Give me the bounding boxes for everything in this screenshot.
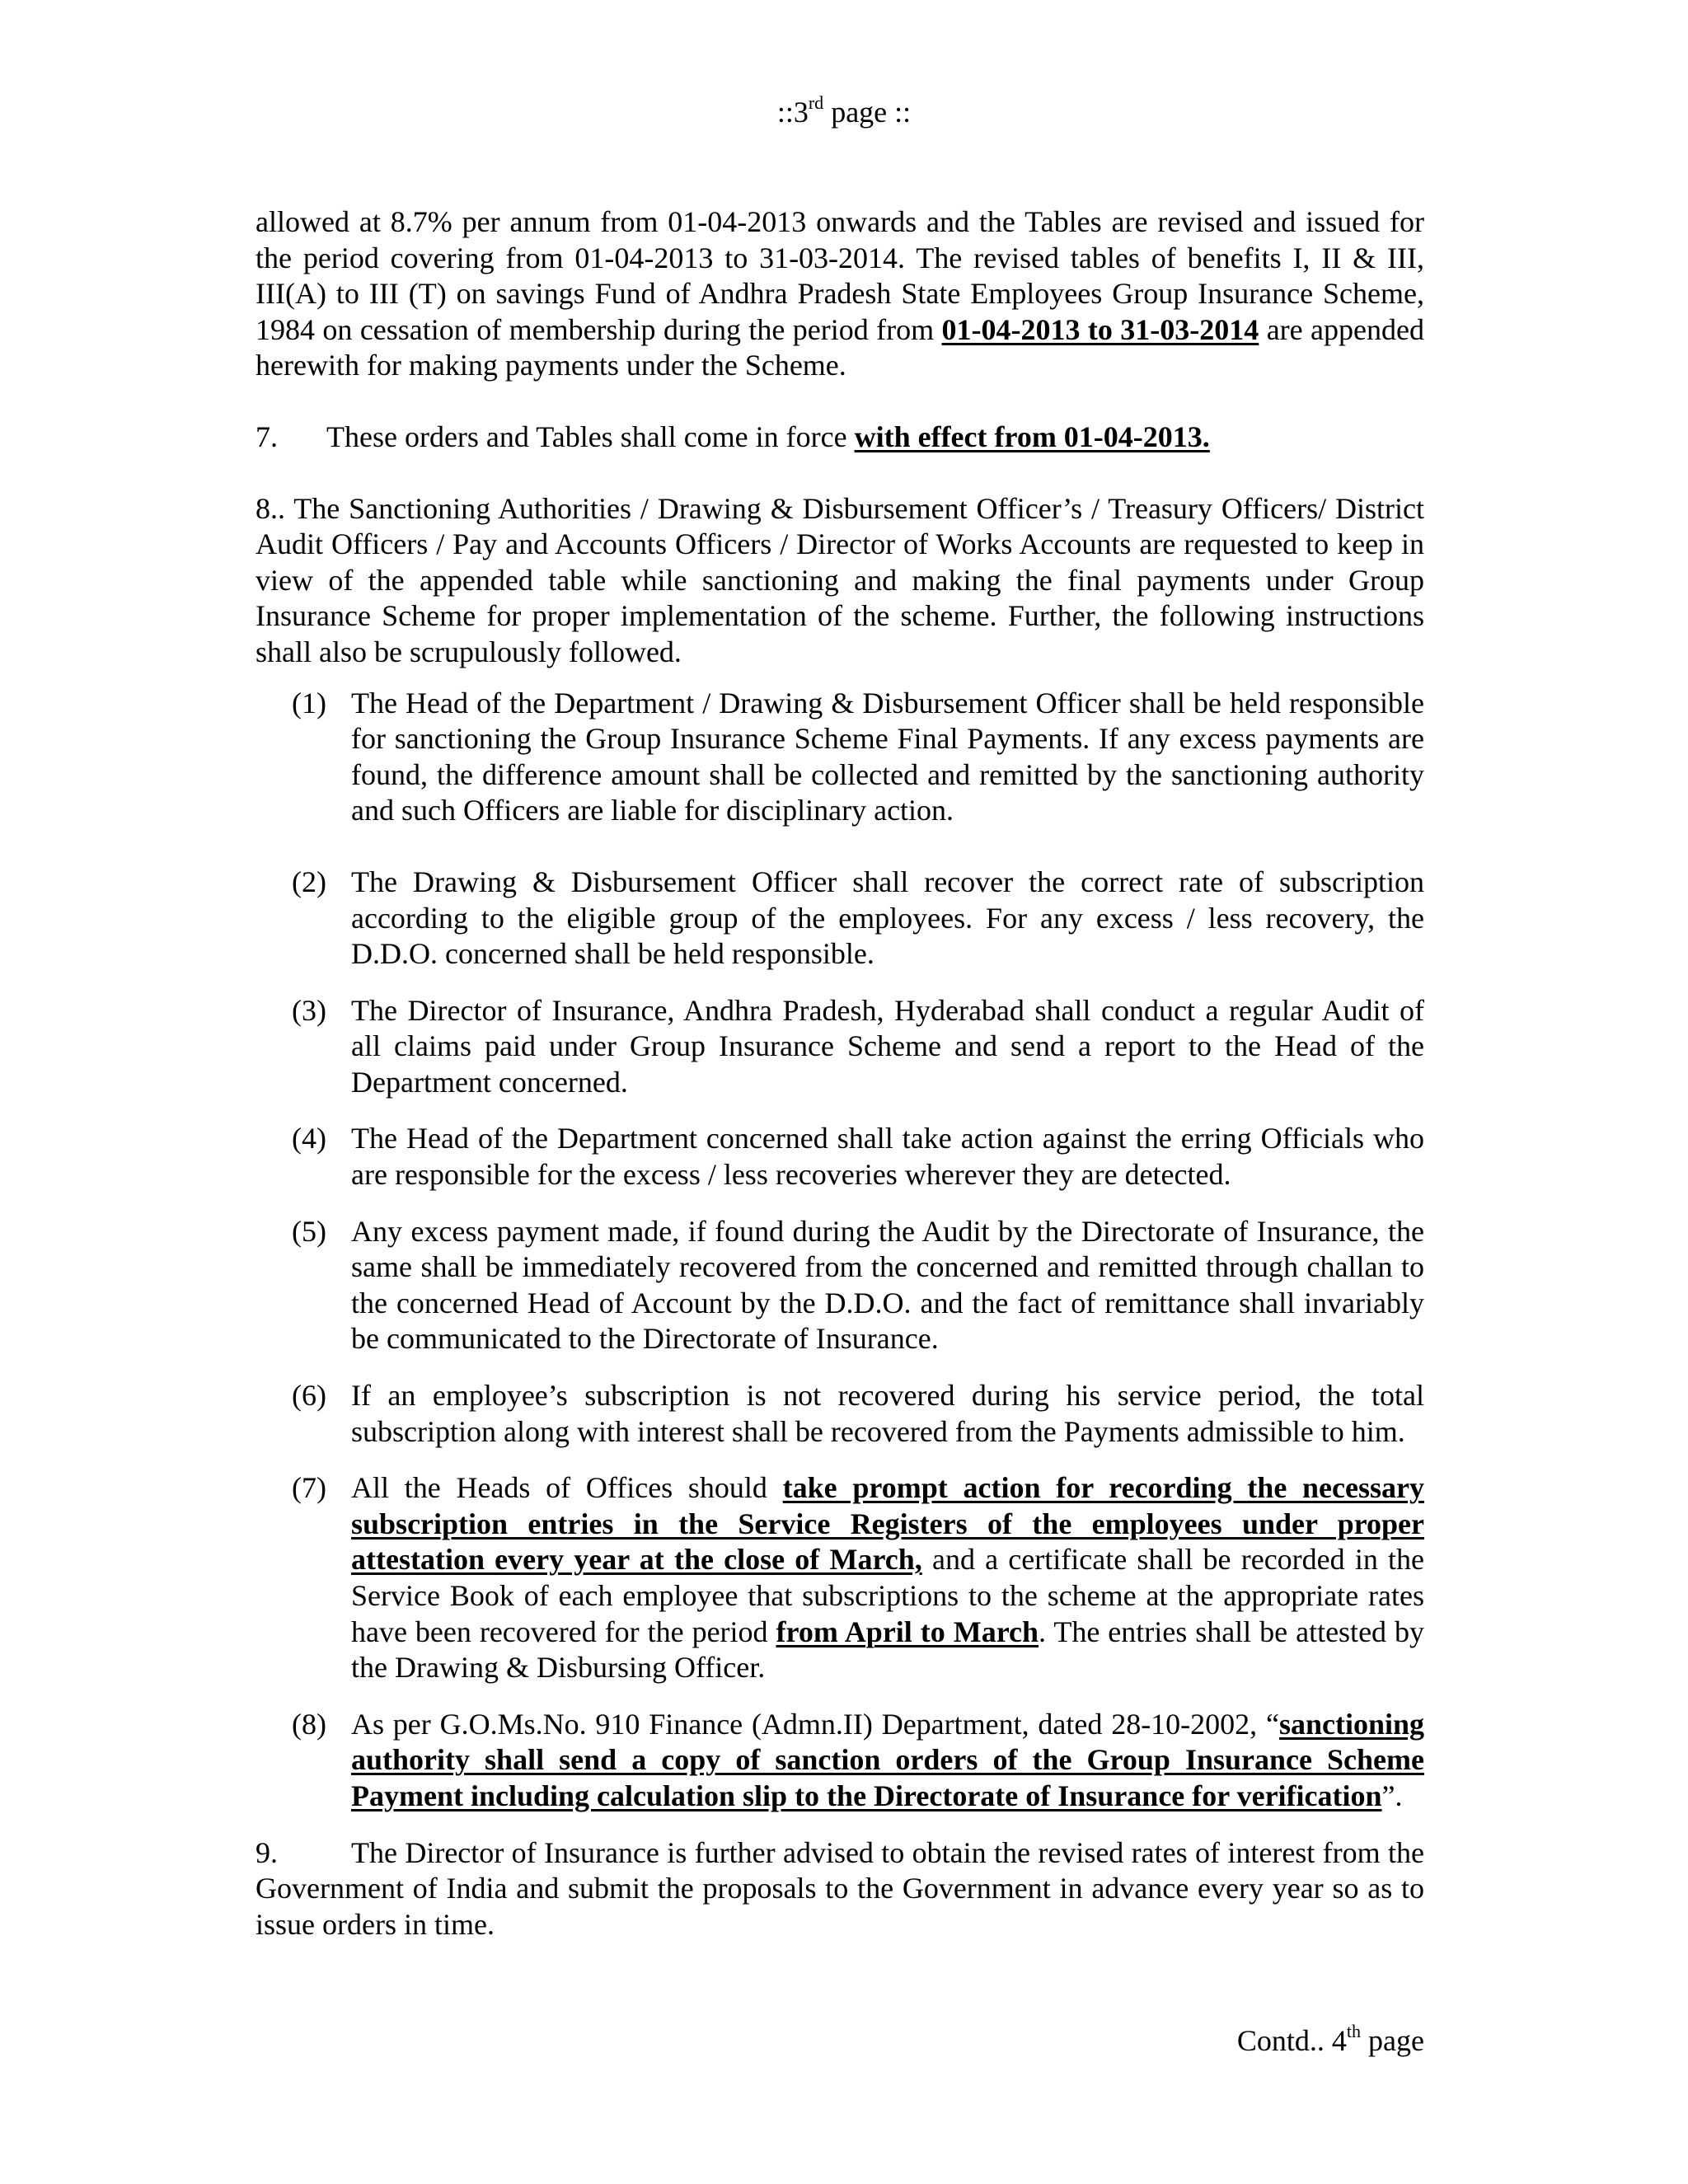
- instruction-list: [256, 686, 1424, 1815]
- list-item: (8) As per G.O.Ms.No. 910 Finance (Admn.II) Department, dated 28-10-2002, “sanctioning authority shall send a copy of sanction orders of the Group Insurance Scheme Payment including calculation slip to the Directorate of Insurance for verification”.: [292, 1707, 1424, 1812]
- paragraph-7: 7. These orders and Tables shall come in force with effect from 01-04-2013.: [256, 419, 1210, 453]
- list-item: (2) The Drawing & Disbursement Officer shall recover the correct rate of subscription according to the eligible group of the employees. For any excess / less recovery, the D.D.O. concerned shall be held responsible.: [292, 865, 1424, 971]
- list-item: (4) The Head of the Department concerned shall take action against the erring Officials who are responsible for the excess / less recoveries wherever they are detected.: [292, 1122, 1424, 1192]
- paragraph-9: 9. The Director of Insurance is further advised to obtain the revised rates of interest from the Government of India and submit the proposals to the Government in advance every year so as to issue orders in time.: [256, 1835, 1424, 1941]
- list-item: (7) All the Heads of Offices should take prompt action for recording the necessary subscription entries in the Service Registers of the employees under proper attestation every year at the close of March, and a certificate shall be recorded in the Service Book of each employee that subscriptions to the scheme at the appropriate rates have been recovered for the period from April to March. The entries shall be attested by the Drawing & Disbursing Officer.: [292, 1471, 1425, 1685]
- list-item: (1) The Head of the Department / Drawing & Disbursement Officer shall be held responsible for sanctioning the Group Insurance Scheme Final Payments. If any excess payments are found, the difference amount shall be collected and remitted by the sanctioning authority and such Officers are liable for disciplinary action.: [292, 686, 1424, 827]
- emphasis-recording: take prompt action for recording the necessary subscription entries in the Service Registers of the employees under proper attestation every year at the close of March,: [351, 1471, 1424, 1577]
- continued-note: Contd.. 4th page: [1236, 2021, 1424, 2057]
- document-body: [256, 204, 1424, 1943]
- list-item: (6) If an employee’s subscription is not recovered during his service period, the total subscription along with interest shall be recovered from the Payments admissible to him.: [292, 1379, 1424, 1448]
- paragraph-6: allowed at 8.7% per annum from 01-04-2013 onwards and the Tables are revised and issued for the period covering from 01-04-2013 to 31-03-2014. The revised tables of benefits I, II & III, III(A) to III (T) on savings Fund of Andhra Pradesh State Employees Group Insurance Scheme, 1984 on cessation of membership during the period from 01-04-2013 to 31-03-2014 are appended herewith for making payments under the Scheme.: [256, 205, 1424, 382]
- emphasis-effective-date: with effect from 01-04-2013.: [854, 419, 1210, 453]
- list-item: (5) Any excess payment made, if found during the Audit by the Directorate of Insurance, the same shall be immediately recovered from the concerned and remitted through challan to the concerned Head of Account by the D.D.O. and the fact of remittance shall invariably be communicated to the Directorate of Insurance.: [292, 1214, 1424, 1356]
- emphasis-period: 01-04-2013 to 31-03-2014: [941, 312, 1259, 346]
- emphasis-sanction-orders: sanctioning authority shall send a copy of sanction orders of the Group Insurance Scheme Payment including calculation slip to the Directorate of Insurance for verification: [351, 1707, 1424, 1812]
- list-item: (3) The Director of Insurance, Andhra Pradesh, Hyderabad shall conduct a regular Audit of all claims paid under Group Insurance Scheme and send a report to the Head of the Department concerned.: [292, 993, 1424, 1099]
- emphasis-period-april-march: from April to March: [776, 1615, 1039, 1648]
- paragraph-8: 8.. The Sanctioning Authorities / Drawing & Disbursement Officer’s / Treasury Officers/ District Audit Officers / Pay and Accounts Officers / Director of Works Accounts are requested to keep in view of the appended table while sanctioning and making the final payments under Group Insurance Scheme for proper implementation of the scheme. Further, the following instructions shall also be scrupulously followed.: [256, 491, 1424, 668]
- page-header: ::3rd page ::: [776, 92, 912, 129]
